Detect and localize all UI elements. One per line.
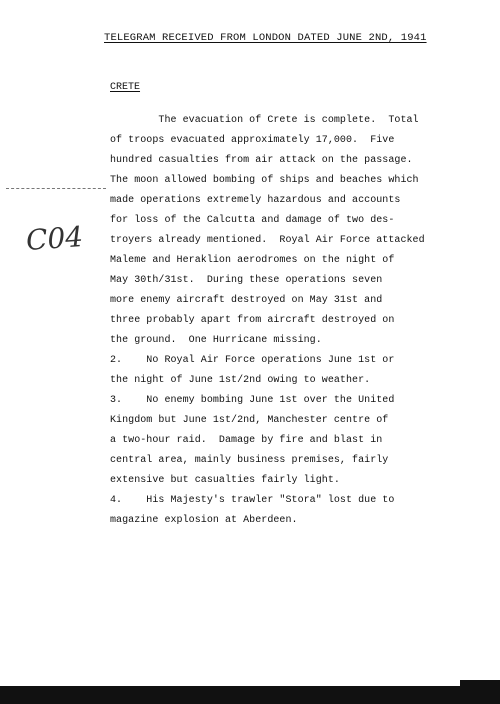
scan-corner-edge xyxy=(460,680,500,704)
body-line: magazine explosion at Aberdeen. xyxy=(110,515,298,526)
scan-bottom-edge xyxy=(0,686,500,704)
body-line: a two-hour raid. Damage by fire and blast in xyxy=(110,435,383,446)
body-line: The evacuation of Crete is complete. Total xyxy=(110,115,419,126)
margin-dash-mark xyxy=(6,188,106,189)
body-line: of troops evacuated approximately 17,000. Five xyxy=(110,135,395,146)
numbered-paragraph-3: 3. No enemy bombing June 1st over the United xyxy=(110,395,395,406)
body-line: more enemy aircraft destroyed on May 31st and xyxy=(110,295,383,306)
body-line: made operations extremely hazardous and accounts xyxy=(110,195,401,206)
body-line: hundred casualties from air attack on the passage. xyxy=(110,155,413,166)
body-line: three probably apart from aircraft destroyed on xyxy=(110,315,395,326)
body-line: the ground. One Hurricane missing. xyxy=(110,335,322,346)
telegram-heading: TELEGRAM RECEIVED FROM LONDON DATED JUNE 2ND, 1941 xyxy=(104,32,427,44)
body-line: Kingdom but June 1st/2nd, Manchester centre of xyxy=(110,415,389,426)
handwritten-margin-note: C04 xyxy=(24,220,85,257)
body-line: May 30th/31st. During these operations seven xyxy=(110,275,383,286)
numbered-paragraph-2: 2. No Royal Air Force operations June 1st or xyxy=(110,355,395,366)
body-line: Maleme and Heraklion aerodromes on the night of xyxy=(110,255,395,266)
body-line: The moon allowed bombing of ships and beaches which xyxy=(110,175,419,186)
section-title-crete: CRETE xyxy=(110,82,141,93)
body-line: extensive but casualties fairly light. xyxy=(110,475,340,486)
numbered-paragraph-4: 4. His Majesty's trawler "Stora" lost due to xyxy=(110,495,395,506)
body-line: for loss of the Calcutta and damage of two des- xyxy=(110,215,395,226)
body-line: troyers already mentioned. Royal Air Force attacked xyxy=(110,235,425,246)
body-line: the night of June 1st/2nd owing to weather. xyxy=(110,375,371,386)
body-line: central area, mainly business premises, fairly xyxy=(110,455,389,466)
